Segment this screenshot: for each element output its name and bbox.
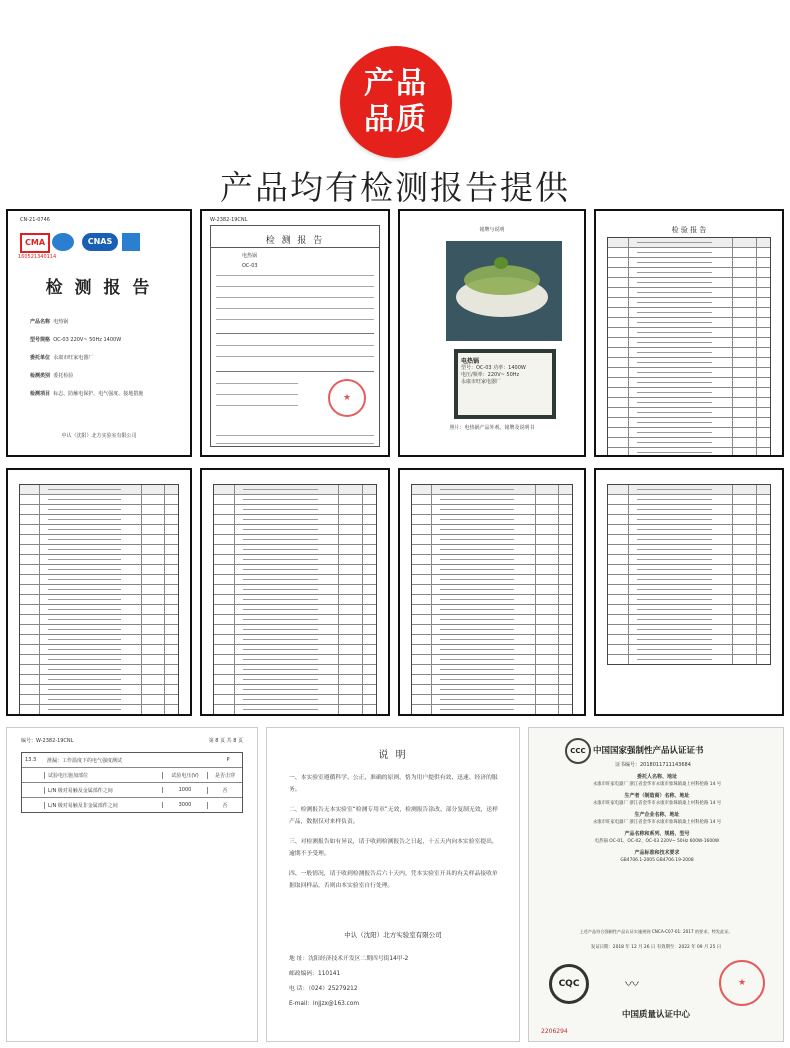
certificate-field: 产品名称和系列、规格、型号 电热锅 OC-01、OC-02、OC-03 220V~ 50Hz 600W-1600W	[594, 831, 720, 844]
contact-row: 电 话：（024）25279212	[289, 986, 358, 992]
report-table-thumbnail-3	[398, 468, 586, 716]
cover-field: 委托单位 永康市旺家电器厂	[30, 355, 94, 361]
globe-logo	[52, 233, 74, 251]
table-header: 是否击穿	[207, 772, 242, 779]
table-row: L/N 极对易触及金属部件之间 1000 否	[22, 783, 242, 798]
certificate-issue-date: 发证日期：2018 年 12 月 26 日 有效期至：2022 年 09 月 25 日	[590, 945, 722, 950]
report-results-thumbnail	[594, 209, 784, 457]
report-table-thumbnail-2	[200, 468, 390, 716]
certificate-field: 产品标准和技术要求 GB4706.1-2005 GB4706.19-2008	[620, 850, 694, 863]
cover-code: CN-21-0746	[20, 217, 50, 223]
signature: 〰	[625, 977, 639, 993]
cert-number: 160521340114	[18, 254, 57, 260]
certificate-conformity: 上述产品符合强制性产品认证实施规则 CNCA-C07-01: 2017 的要求，特发此证。	[579, 929, 733, 934]
cover-title: 检 测 报 告	[45, 278, 153, 298]
notes-item: 三、对检测报告如有异议，请于收到检测报告之日起，十五天内向本实验室提出，逾期不予受理。	[289, 839, 498, 857]
last-page-page-info: 第 8 页 共 8 页	[208, 738, 243, 744]
certificate-serial: 2206294	[541, 1028, 568, 1035]
lab-stamp	[328, 379, 366, 417]
notes-item: 四、一般情况，请于收到检测报告后六十天内，凭本实验室开具的有关样品接收单据取回样品，否则由本实验室自行处理。	[289, 871, 498, 889]
summary-title: 检 测 报 告	[265, 236, 325, 246]
contact-row: 地 址：沈阳经济技术开发区二期四号街14甲-2	[289, 956, 409, 962]
contact-row: E-mail：lnjjzx@163.com	[289, 1001, 360, 1007]
clause-verdict: P	[226, 757, 230, 763]
certificate-field: 生产企业名称、地址 永康市旺家电器厂 浙江省金华市永康市象珠镇桑上村科伦路 14 号	[592, 812, 722, 825]
quality-badge	[340, 46, 452, 158]
notes-title: 说 明	[378, 750, 408, 761]
report-notes-thumbnail	[266, 727, 520, 1042]
photo-caption: 照片：电热锅产品外观、铭牌及说明书	[449, 425, 535, 431]
certificate-org: 中国质量认证中心	[621, 1010, 690, 1020]
summary-report-no: W-2382-19CNL	[210, 217, 248, 223]
cnas-logo: CNAS	[82, 233, 118, 251]
ccc-logo: CCC	[565, 738, 591, 764]
certificate-title: 中国国家强制性产品认证证书	[593, 746, 704, 756]
cqc-logo: CQC	[549, 964, 589, 1004]
table-header: 试验电压施加部位	[44, 772, 162, 779]
cover-field: 检测类别 委托检验	[30, 373, 74, 379]
cover-field: 型号规格 OC-03 220V~ 50Hz 1400W	[30, 337, 122, 343]
cover-lab-name: 中认（沈阳）北方实验室有限公司	[61, 433, 137, 439]
ilac-logo	[122, 233, 140, 251]
table-header: 试验电压(V)	[162, 772, 207, 779]
report-table-thumbnail-4	[594, 468, 784, 716]
ccc-certificate-thumbnail	[528, 727, 784, 1042]
certificate-stamp	[719, 960, 765, 1006]
badge-line-1: 产品	[364, 66, 428, 101]
last-page-report-no: 编号：W-2382-19CNL	[21, 738, 74, 744]
page-headline: 产品均有检测报告提供	[220, 168, 570, 207]
notes-lab-name: 中认（沈阳）北方实验室有限公司	[344, 931, 442, 939]
report-summary-thumbnail	[200, 209, 390, 457]
cover-field: 检测项目 标志、防触电保护、电气强度、接地措施	[30, 391, 144, 397]
report-cover-thumbnail	[6, 209, 192, 457]
nameplate-photo: 电热锅 型号：OC-03 功率：1400W 电压/频率：220V~ 50Hz 永康市旺家电器厂	[454, 349, 556, 419]
certificate-field: 生产者（制造商）名称、地址 永康市旺家电器厂 浙江省金华市永康市象珠镇桑上村科伦路 14 号	[592, 793, 722, 806]
contact-row: 邮政编码：110141	[289, 971, 341, 977]
report-last-page-thumbnail	[6, 727, 258, 1042]
product-photo	[446, 241, 562, 341]
notes-item: 一、本实验室遵循科学、公正、准确的原则，恪为用户提供有效、迅速、经济的服务。	[289, 775, 498, 793]
badge-line-2: 品质	[364, 102, 428, 137]
certificate-field: 委托人名称、地址 永康市旺家电器厂 浙江省金华市永康市象珠镇桑上村科伦路 14 号	[592, 774, 722, 787]
report-table-thumbnail-1	[6, 468, 192, 716]
table-row: L/N 极对易触及非金属部件之间 3000 否	[22, 798, 242, 812]
product-photo-thumbnail	[398, 209, 586, 457]
photo-header: 铭牌与说明	[479, 227, 505, 233]
cover-field: 产品名称 电热锅	[30, 319, 69, 325]
results-title: 检 验 报 告	[671, 226, 707, 234]
clause-title: 泄漏：工作温度下的电气强度测试	[47, 757, 123, 764]
summary-model: OC-03	[242, 263, 258, 269]
certificate-number: 证书编号：2018011711143684	[615, 762, 691, 768]
clause-number: 13.3	[25, 757, 37, 763]
summary-product: 电热锅	[242, 253, 258, 259]
cma-logo: CMA	[20, 233, 50, 253]
notes-item: 二、检测报告无本实验室“检测专用章”无效，检测报告涂改、部分复制无效，送样产品，数据仅对来样负责。	[289, 807, 498, 825]
